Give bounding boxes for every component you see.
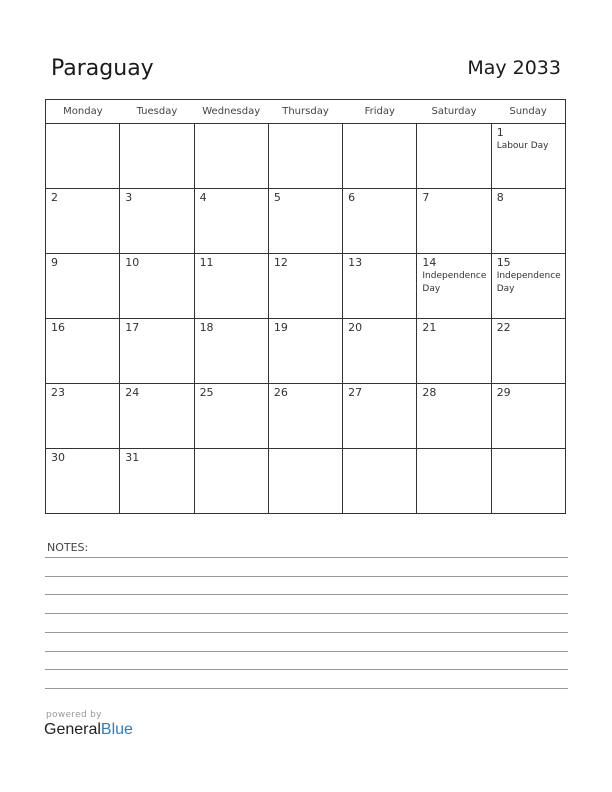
note-line [45,669,568,670]
weekday-wednesday: Wednesday [194,100,268,124]
calendar-day-cell [194,254,268,319]
calendar-day-cell [268,124,342,189]
brand-blue-text: Blue [100,721,133,738]
day-number [343,449,416,451]
country-title: Paraguay [51,56,154,81]
calendar-day-cell [343,449,417,514]
day-number: 11 [199,256,214,269]
calendar-day-cell [46,449,120,514]
calendar-day-cell [343,384,417,449]
day-number: 13 [348,256,363,269]
day-number: 24 [125,386,140,399]
weekday-header-row [46,100,566,124]
calendar-day-cell [417,189,491,254]
calendar-day-cell [120,449,194,514]
calendar-day-cell [120,254,194,319]
calendar-day-cell [194,124,268,189]
calendar-day-cell [491,449,565,514]
calendar-week-row [46,319,566,384]
calendar-day-cell [491,319,565,384]
holiday-label: Independence Day [422,271,487,294]
day-number: 17 [125,321,140,334]
day-number: 25 [199,386,214,399]
note-line [45,576,568,577]
calendar-week-row [46,124,566,189]
day-number: 29 [496,386,511,399]
note-line [45,613,568,614]
note-line [45,632,568,633]
holiday-label: Labour Day [496,141,549,151]
day-number [417,449,490,451]
calendar-day-cell [46,254,120,319]
day-number: 31 [125,451,140,464]
day-number: 26 [273,386,288,399]
weekday-saturday: Saturday [417,100,491,124]
day-number [46,124,119,126]
calendar-day-cell [268,384,342,449]
day-number [195,449,268,451]
day-number: 4 [199,191,207,204]
weekday-thursday: Thursday [268,100,342,124]
calendar-day-cell [120,319,194,384]
day-number: 18 [199,321,214,334]
weekday-sunday: Sunday [491,100,565,124]
notes-label: NOTES: [47,541,89,554]
calendar-day-cell [491,124,565,189]
calendar-day-cell [120,124,194,189]
day-number: 27 [348,386,363,399]
calendar-day-cell [46,319,120,384]
day-number [120,124,193,126]
calendar-day-cell [268,319,342,384]
calendar-week-row [46,254,566,319]
weekday-friday: Friday [343,100,417,124]
day-number: 1 [496,126,504,139]
calendar-day-cell [268,449,342,514]
calendar-week-row [46,449,566,514]
calendar-day-cell [194,319,268,384]
day-number [492,449,565,451]
calendar-day-cell [268,254,342,319]
calendar-grid [45,99,566,514]
calendar-day-cell [491,254,565,319]
note-line [45,557,568,558]
calendar-day-cell [268,189,342,254]
day-number: 19 [273,321,288,334]
day-number: 20 [348,321,363,334]
generalblue-logo [44,721,133,739]
calendar-day-cell [194,384,268,449]
calendar-week-row [46,189,566,254]
calendar-day-cell [343,319,417,384]
day-number: 15 [496,256,511,269]
calendar-week-row [46,384,566,449]
day-number: 16 [51,321,65,334]
brand-general-text: General [44,721,101,738]
day-number: 10 [125,256,140,269]
day-number: 12 [273,256,288,269]
note-line [45,594,568,595]
day-number: 23 [51,386,65,399]
powered-by-text: powered by [46,710,102,720]
day-number: 22 [496,321,511,334]
day-number: 7 [422,191,430,204]
day-number [195,124,268,126]
calendar-day-cell [343,124,417,189]
calendar-day-cell [417,449,491,514]
calendar-day-cell [343,189,417,254]
day-number: 2 [51,191,58,204]
calendar-day-cell [194,189,268,254]
calendar-day-cell [120,384,194,449]
calendar-day-cell [194,449,268,514]
day-number [417,124,490,126]
day-number: 30 [51,451,65,464]
day-number [343,124,416,126]
calendar-day-cell [46,124,120,189]
calendar-day-cell [417,319,491,384]
weekday-tuesday: Tuesday [120,100,194,124]
calendar-day-cell [491,384,565,449]
calendar-day-cell [46,189,120,254]
day-number [269,124,342,126]
holiday-label: Independence Day [496,271,561,294]
day-number: 8 [496,191,504,204]
note-line [45,688,568,689]
calendar-day-cell [120,189,194,254]
day-number: 6 [348,191,356,204]
day-number: 21 [422,321,437,334]
weekday-monday: Monday [46,100,120,124]
day-number: 3 [125,191,133,204]
note-line [45,651,568,652]
day-number: 14 [422,256,437,269]
day-number: 28 [422,386,437,399]
day-number [269,449,342,451]
calendar-day-cell [417,254,491,319]
day-number: 5 [273,191,281,204]
calendar-day-cell [46,384,120,449]
calendar-day-cell [417,384,491,449]
calendar-day-cell [417,124,491,189]
calendar-day-cell [491,189,565,254]
day-number: 9 [51,256,58,269]
calendar-day-cell [343,254,417,319]
month-year-title: May 2033 [467,57,561,79]
